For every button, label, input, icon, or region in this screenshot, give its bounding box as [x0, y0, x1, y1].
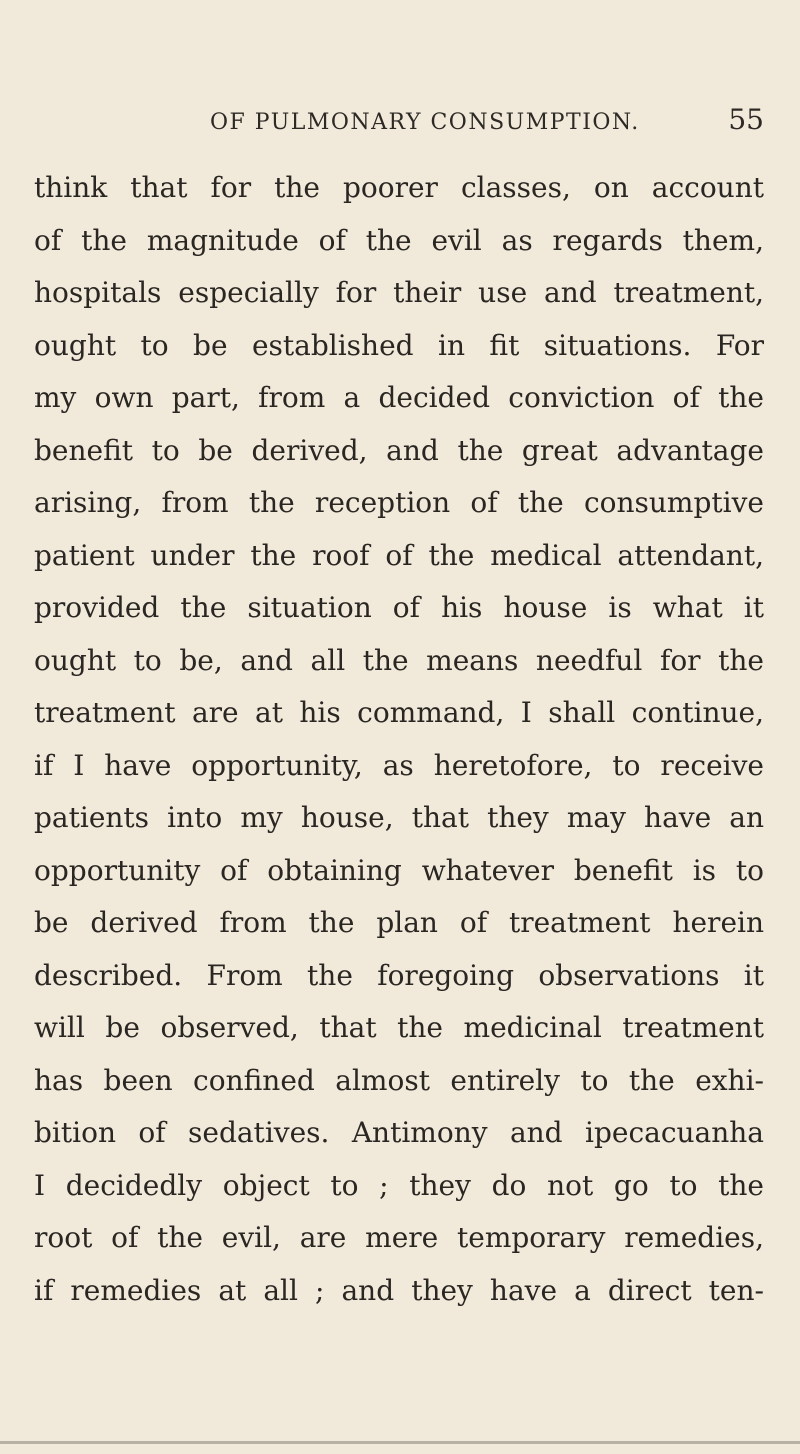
text-line: provided the situation of his house is what it [34, 591, 764, 624]
text-line: patients into my house, that they may have an [34, 801, 764, 834]
page-edge-rule [0, 1441, 800, 1444]
text-line: hospitals especially for their use and treatment, [34, 276, 764, 309]
page-number: 55 [728, 103, 764, 136]
text-line: my own part, from a decided conviction of the [34, 381, 764, 414]
text-line: has been confined almost entirely to the exhi- [34, 1063, 764, 1097]
text-line: described. From the foregoing observations it [34, 958, 764, 992]
text-line: benefit to be derived, and the great advantage [34, 433, 764, 467]
text-line: if remedies at all ; and they have a direct ten- [34, 1273, 764, 1307]
text-line: treatment are at his command, I shall continue, [34, 696, 764, 729]
body-text [34, 162, 764, 1317]
text-line: patient under the roof of the medical attendant, [34, 538, 764, 572]
text-line: think that for the poorer classes, on account [34, 171, 764, 204]
running-head [0, 100, 800, 140]
text-line: be derived from the plan of treatment herein [34, 906, 764, 939]
text-line: if I have opportunity, as heretofore, to receive [34, 748, 764, 782]
running-title: OF PULMONARY CONSUMPTION. [210, 110, 640, 135]
text-line: ought to be, and all the means needful for the [34, 643, 764, 677]
text-line: arising, from the reception of the consumptive [34, 486, 764, 519]
text-line: opportunity of obtaining whatever benefit is to [34, 853, 764, 887]
text-line: root of the evil, are mere temporary remedies, [34, 1221, 764, 1254]
text-line: bition of sedatives. Antimony and ipecacuanha [34, 1116, 764, 1149]
text-line: ought to be established in fit situations. For [34, 328, 764, 362]
text-line: of the magnitude of the evil as regards them, [34, 223, 764, 257]
text-line: will be observed, that the medicinal treatment [34, 1011, 764, 1044]
text-line: I decidedly object to ; they do not go to the [34, 1168, 764, 1202]
